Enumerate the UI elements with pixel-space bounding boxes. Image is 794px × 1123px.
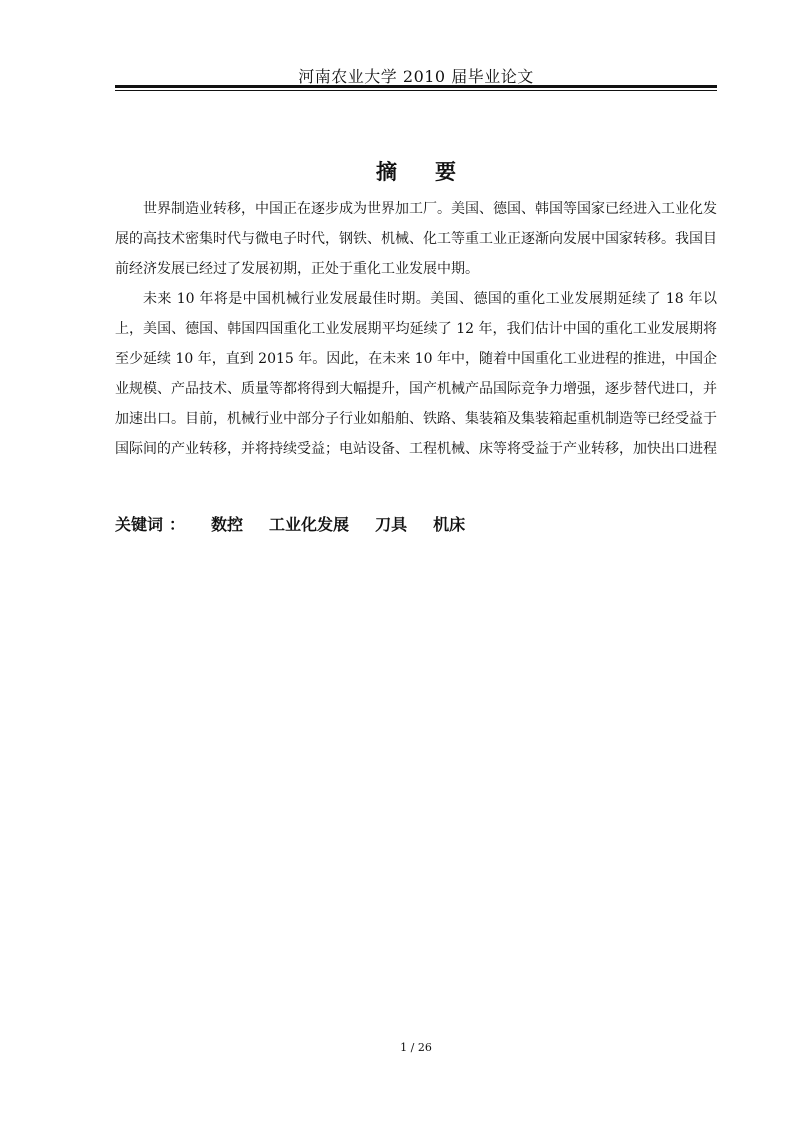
- abstract-title: 摘要: [376, 160, 494, 184]
- header-rule-thick: [115, 85, 717, 88]
- abstract-paragraph-1: 世界制造业转移，中国正在逐步成为世界加工厂。美国、德国、韩国等国家已经进入工业化发展的高技术密集时代与微电子时代，钢铁、机械、化工等重工业正逐渐向发展中国家转移。我国目前经济发展已经过了发展初期，正处于重化工业发展中期。: [115, 201, 717, 277]
- keyword-item: 数控: [211, 515, 244, 534]
- page-number: 1 / 26: [400, 1041, 432, 1054]
- page-header: 河南农业大学 2010 届毕业论文: [298, 67, 534, 86]
- keywords-label: 关键词: [115, 515, 164, 534]
- keyword-item: 工业化发展: [269, 515, 350, 534]
- keyword-item: 机床: [433, 515, 466, 534]
- abstract-paragraph-2: 未来 10 年将是中国机械行业发展最佳时期。美国、德国的重化工业发展期延续了 18 年以上，美国、德国、韩国四国重化工业发展期平均延续了 12 年，我们估计中国的重化工业发展期将至少延续 10 年，直到 2015 年。因此，在未来 10 年中，随着中国重化工业进程的推进，中国企业规模、产品技术、质量等都将得到大幅提升，国产机械产品国际竞争力增强，逐步替代进口，并加速出口。目前，机械行业中部分子行业如船舶、铁路、集装箱及集装箱起重机制造等已经受益于国际间的产业转移，并将持续受益；电站设备、工程机械、床等将受益于产业转移，加快出口进程: [115, 291, 717, 457]
- keyword-item: 刀具: [375, 515, 408, 534]
- keywords-separator: ：: [169, 515, 186, 534]
- abstract-body: [115, 194, 717, 464]
- header-rule-thin: [115, 90, 717, 91]
- keywords-line: [115, 512, 717, 535]
